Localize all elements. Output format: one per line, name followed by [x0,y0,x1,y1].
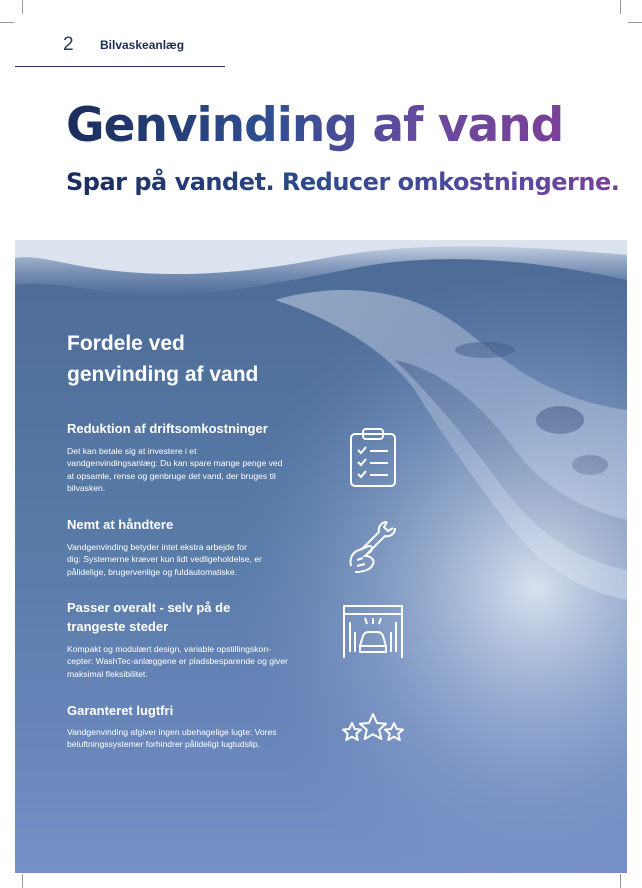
panel-heading-line: Fordele ved [67,332,185,355]
panel-heading-line: genvinding af vand [67,363,259,386]
page-subtitle: Spar på vandet. Reducer omkostningerne. [66,168,620,196]
page-number: 2 [63,34,74,55]
feature-title: Garanteret lugtfri [67,703,174,718]
page-header [15,30,225,67]
panel-heading [67,328,367,390]
hand-wrench-icon [343,516,403,576]
crop-mark [628,22,642,23]
text-line: bilvasken. [67,482,106,493]
text-line: beluftningssystemer forhindrer pålideligt lugtudslip. [67,739,260,750]
text-line: Vandgenvinding afgiver ingen ubehagelige lugte: Vores [67,727,277,737]
feature-title [67,598,307,636]
text-line: at opsamle, rense og genbruge det vand, der bruges til [67,470,276,481]
text-line: Vandgenvinding betyder intet ekstra arbejde for [67,542,247,552]
feature-description [67,726,319,751]
feature-description [67,643,319,680]
car-wash-icon [341,602,405,660]
water-image-panel [15,240,627,873]
text-line: Det kan betale sig at investere i et [67,446,197,456]
text-line: dig: Systemerne kræver kun lidt vedligeholdelse, er [67,554,262,565]
clipboard-checklist-icon [348,426,398,488]
crop-mark [22,874,23,888]
text-line: pålidelige, brugervenlige og fuldautomatiske. [67,566,238,577]
feature-title: Nemt at håndtere [67,517,174,532]
crop-mark [22,0,23,14]
feature-title: Reduktion af driftsomkostninger [67,421,268,436]
text-line: cepter: WashTec-anlæggene er pladsbesparende og giver [67,656,288,667]
stars-icon [340,711,406,751]
feature-title-line: Passer overalt - selv på de [67,600,231,615]
crop-mark [620,0,621,14]
text-line: Kompakt og modulært design, variable opstillingskon- [67,644,271,654]
feature-description [67,445,319,494]
text-line: maksimal fleksibilitet. [67,668,148,679]
section-title: Bilvaskeanlæg [100,38,185,52]
feature-description [67,541,319,578]
feature-title-line: trangeste steder [67,619,169,634]
text-line: vandgenvindingsanlæg: Du kan spare mange penge ved [67,458,283,469]
crop-mark [0,22,14,23]
crop-mark [620,874,621,888]
page-title: Genvinding af vand [66,98,564,153]
